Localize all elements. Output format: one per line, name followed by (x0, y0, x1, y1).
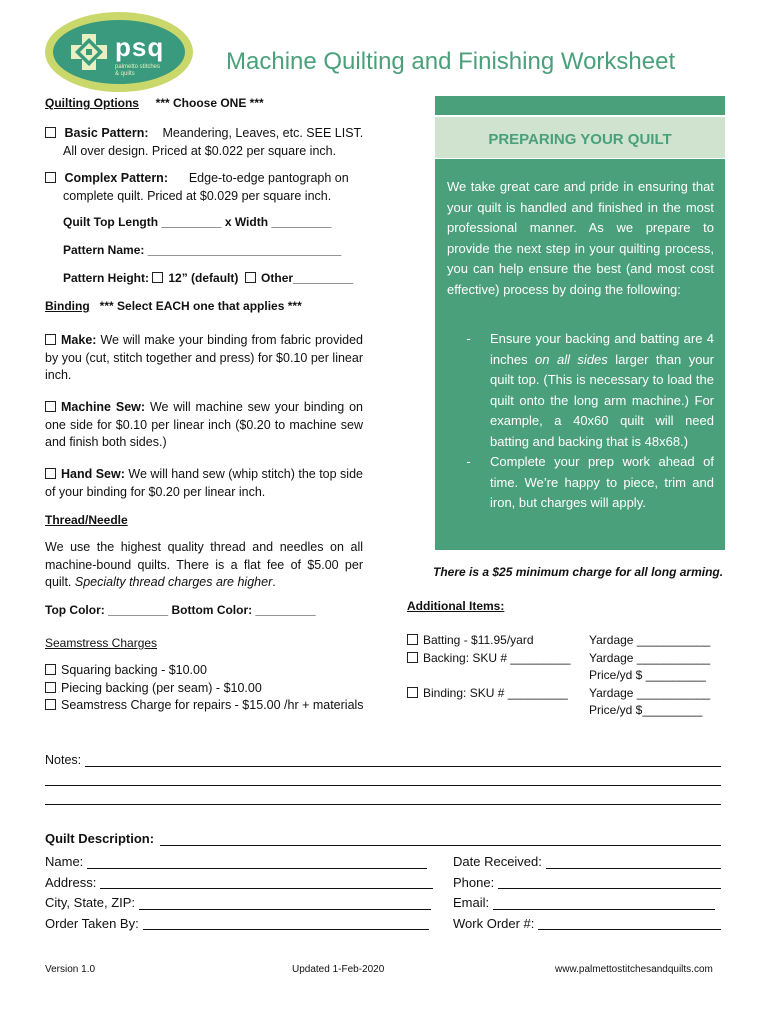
logo-subtext: palmetto stitches & quilts (115, 64, 161, 77)
backing-item[interactable]: Backing: SKU # _________ (407, 650, 570, 668)
repairs-checkbox[interactable] (45, 699, 56, 710)
squaring-checkbox[interactable] (45, 664, 56, 675)
minimum-charge-note: There is a $25 minimum charge for all long arming. (433, 565, 724, 579)
list-item: - Complete your prep work ahead of time. We’re happy to piece, trim and iron, but charges will apply. (466, 454, 714, 510)
preparing-intro: We take great care and pride in ensuring that your quilt is handled and finished in the most professional manner. As we prepare to provide the next step in your quilting process, you can help ensure the best (and most cost effective) process by doing the following: (447, 179, 714, 297)
seamstress-item[interactable]: Squaring backing - $10.00 (45, 662, 375, 680)
name-field[interactable]: Name: (45, 852, 433, 873)
binding-make-option[interactable]: Make: We will make your binding from fabric provided by you (cut, stitch together and press) for $0.10 per linear inch. (45, 333, 363, 382)
preparing-header: PREPARING YOUR QUILT (435, 117, 725, 158)
quilt-block-icon (71, 34, 107, 70)
logo (45, 12, 193, 92)
machine-sew-checkbox[interactable] (45, 401, 56, 412)
thread-needle-text: We use the highest quality thread and needles on all machine-bound quilts. There is a flat fee of $5.00 per quilt. Specialty thread charges are higher. (45, 540, 363, 589)
backing-checkbox[interactable] (407, 652, 418, 663)
logo-badge (53, 20, 185, 84)
email-field[interactable]: Email: (453, 893, 721, 914)
city-state-zip-field[interactable]: City, State, ZIP: (45, 893, 433, 914)
batting-item[interactable]: Batting - $11.95/yard (407, 632, 570, 650)
basic-pattern-checkbox[interactable] (45, 127, 56, 138)
customer-left-fields (45, 852, 433, 934)
yardage-field[interactable]: Yardage ___________ (589, 650, 711, 665)
yardage-field[interactable]: Yardage ___________ (589, 633, 711, 647)
pattern-height-field[interactable]: Pattern Height: 12” (default) Other_________ (63, 271, 354, 285)
binding-item[interactable]: Binding: SKU # _________ (407, 685, 570, 703)
height-other-checkbox[interactable] (245, 272, 256, 283)
make-binding-checkbox[interactable] (45, 334, 56, 345)
phone-field[interactable]: Phone: (453, 873, 721, 894)
price-field[interactable]: Price/yd $_________ (589, 703, 703, 717)
complex-pattern-checkbox[interactable] (45, 172, 56, 183)
panel-top-bar (435, 96, 725, 115)
thread-needle-header: Thread/Needle (45, 513, 128, 527)
price-field[interactable]: Price/yd $ _________ (589, 668, 706, 682)
pattern-name-field[interactable]: Pattern Name: _____________________________ (63, 243, 342, 257)
quilting-options-header: Quilting Options *** Choose ONE *** (45, 96, 264, 110)
binding-checkbox[interactable] (407, 687, 418, 698)
seamstress-list (45, 662, 375, 715)
customer-right-fields (453, 852, 721, 934)
basic-pattern-option[interactable]: Basic Pattern: Meandering, Leaves, etc. SEE LIST. All over design. Priced at $0.022 per square inch. (45, 125, 365, 160)
preparing-list (447, 329, 714, 514)
work-order-field[interactable]: Work Order #: (453, 914, 721, 935)
complex-pattern-option[interactable]: Complex Pattern: Edge-to-edge pantograph on complete quilt. Priced at $0.029 per square inch. (45, 170, 365, 205)
footer-version: Version 1.0 (45, 964, 96, 975)
page-title: Machine Quilting and Finishing Worksheet (226, 48, 676, 75)
seamstress-item[interactable]: Seamstress Charge for repairs - $15.00 /hr + materials (45, 697, 375, 715)
binding-header: Binding *** Select EACH one that applies *** (45, 299, 302, 313)
date-received-field[interactable]: Date Received: (453, 852, 721, 873)
binding-hand-option[interactable]: Hand Sew: We will hand sew (whip stitch) the top side of your binding for $0.20 per linear inch. (45, 467, 363, 499)
footer-updated: Updated 1-Feb-2020 (292, 964, 385, 975)
preparing-panel (435, 159, 725, 550)
additional-items-left (407, 632, 570, 702)
list-item: - Ensure your backing and batting are 4 inches on all sides larger than your quilt top. (This is necessary to load the quilt onto the long arm machine.) For example, a 40x60 quilt will need batting and backing that is 48x68.) (466, 331, 714, 449)
thread-color-field[interactable]: Top Color: _________ Bottom Color: _________ (45, 603, 316, 617)
additional-items-header: Additional Items: (407, 599, 505, 613)
piecing-checkbox[interactable] (45, 682, 56, 693)
quilt-size-field[interactable]: Quilt Top Length _________ x Width _________ (63, 215, 332, 229)
quilt-description-field[interactable]: Quilt Description: (45, 831, 721, 846)
binding-machine-option[interactable]: Machine Sew: We will machine sew your binding on one side for $0.10 per linear inch ($0.20 to machine sew and finish both sides.) (45, 400, 363, 449)
height-12-checkbox[interactable] (152, 272, 163, 283)
logo-text: psq (115, 32, 165, 62)
batting-checkbox[interactable] (407, 634, 418, 645)
hand-sew-checkbox[interactable] (45, 468, 56, 479)
order-taken-by-field[interactable]: Order Taken By: (45, 914, 433, 935)
seamstress-item[interactable]: Piecing backing (per seam) - $10.00 (45, 680, 375, 698)
seamstress-header: Seamstress Charges (45, 636, 158, 650)
notes-field[interactable]: Notes: (45, 750, 721, 805)
footer-url[interactable]: www.palmettostitchesandquilts.com (555, 964, 713, 975)
address-field[interactable]: Address: (45, 873, 433, 894)
yardage-field[interactable]: Yardage ___________ (589, 685, 711, 700)
additional-items-right (589, 632, 710, 720)
